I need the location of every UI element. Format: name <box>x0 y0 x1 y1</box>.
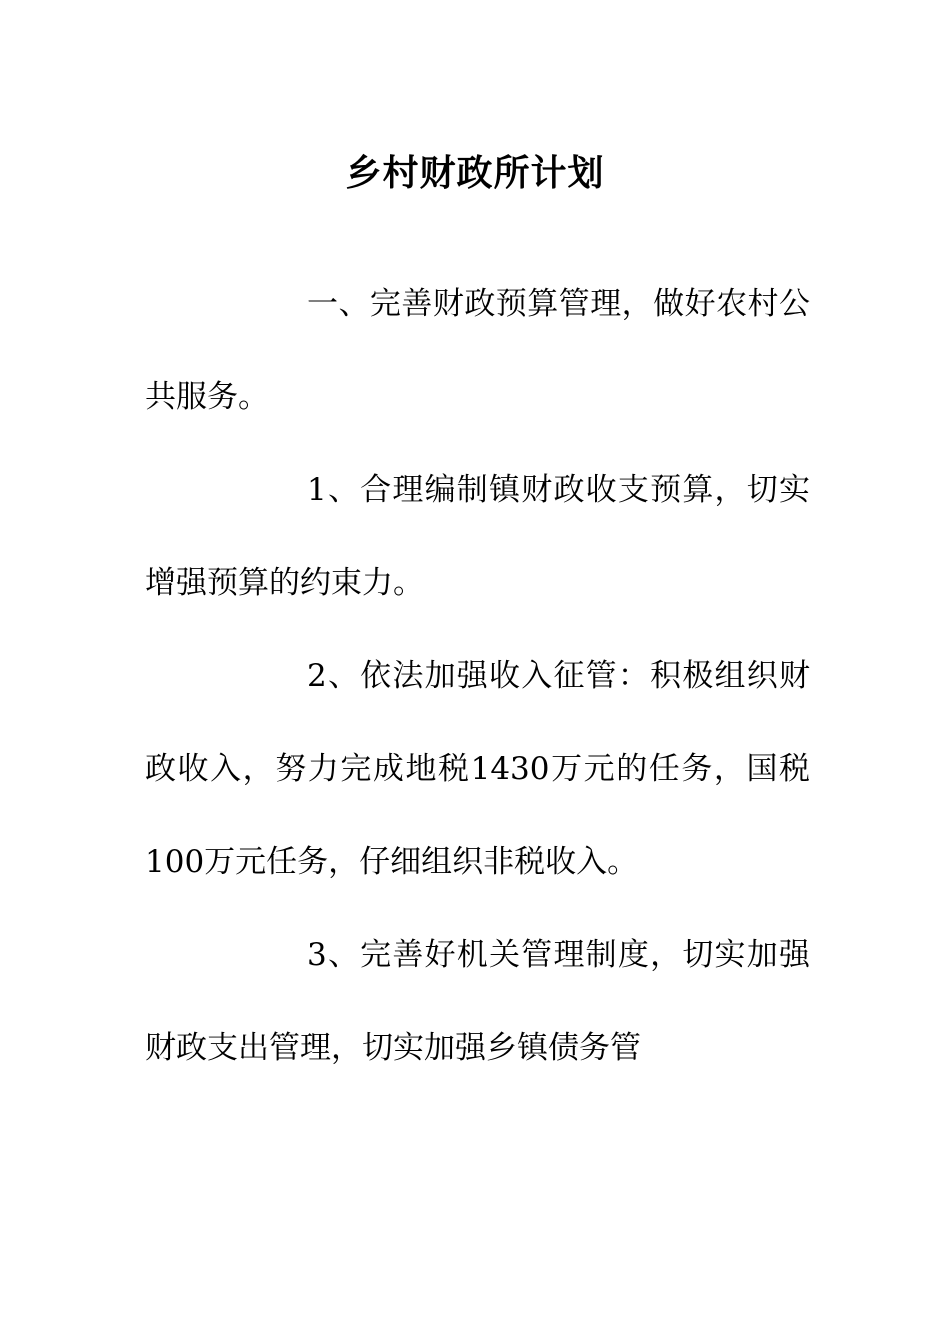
paragraph-item-3: 3、完善好机关管理制度，切实加强财政支出管理，切实加强乡镇债务管 <box>145 937 810 1066</box>
paragraph-item-1: 1、合理编制镇财政收支预算，切实增强预算的约束力。 <box>145 472 810 601</box>
paragraph-item-2: 2、依法加强收入征管：积极组织财政收入，努力完成地税1430万元的任务，国税100万元任务，仔细组织非税收入。 <box>145 658 810 880</box>
document-body <box>145 258 810 1095</box>
paragraph-section-1: 一、完善财政预算管理，做好农村公共服务。 <box>145 286 810 415</box>
document-title: 乡村财政所计划 <box>345 153 605 195</box>
